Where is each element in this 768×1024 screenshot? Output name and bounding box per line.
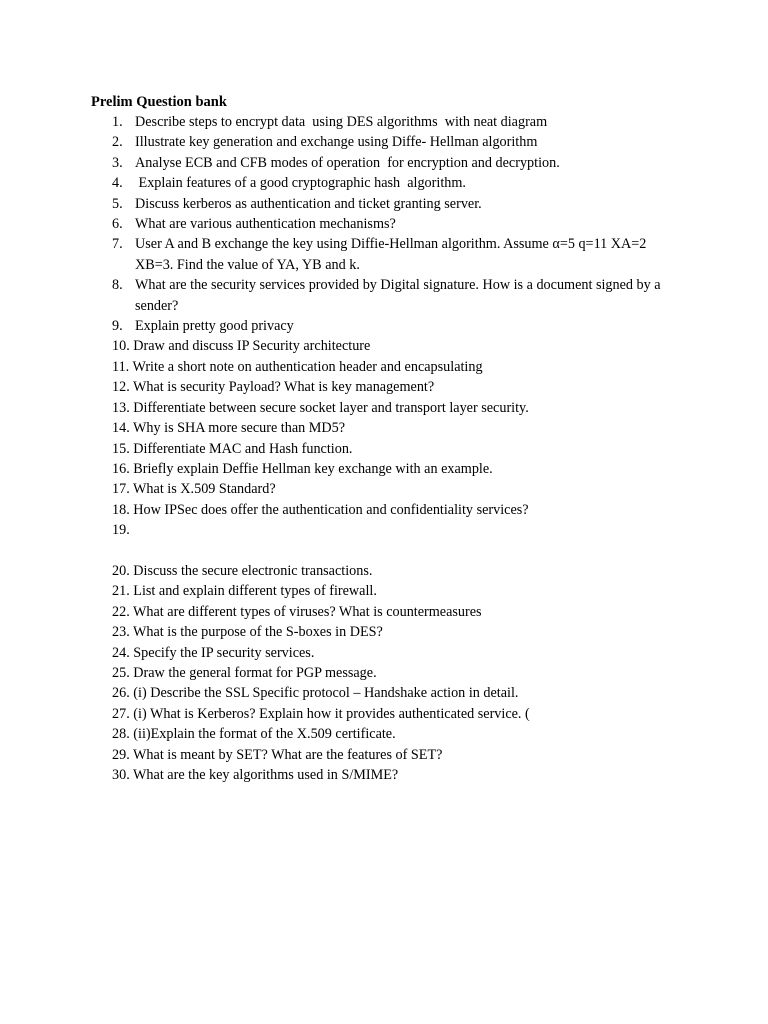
question-item bbox=[0, 357, 680, 377]
question-number: 28. bbox=[112, 726, 130, 743]
question-item bbox=[0, 214, 680, 234]
question-item bbox=[0, 418, 680, 438]
question-text: What are the security services provided by Digital signature. How is a document signed by a sender? bbox=[135, 277, 665, 314]
question-text: (i) Describe the SSL Specific protocol – Handshake action in detail. bbox=[133, 685, 519, 702]
question-number: 6. bbox=[112, 216, 123, 233]
question-text: Draw the general format for PGP message. bbox=[133, 664, 377, 681]
question-number: 18. bbox=[112, 501, 130, 518]
question-text: Describe steps to encrypt data using DES algorithms with neat diagram bbox=[135, 114, 548, 130]
question-text: Analyse ECB and CFB modes of operation for encryption and decryption. bbox=[135, 154, 560, 171]
question-text: What is X.509 Standard? bbox=[133, 481, 276, 498]
question-text: User A and B exchange the key using Diffie-Hellman algorithm. Assume α=5 q=11 XA=2 XB=3. Find the value of YA, YB and k. bbox=[135, 236, 650, 273]
question-text: (i) What is Kerberos? Explain how it provides authenticated service. ( bbox=[133, 705, 530, 722]
question-number: 8. bbox=[112, 277, 123, 294]
question-number: 9. bbox=[112, 318, 123, 335]
question-text: What is the purpose of the S-boxes in DES? bbox=[129, 624, 383, 641]
question-text: List and explain different types of firewall. bbox=[133, 583, 377, 600]
question-number: 2. bbox=[112, 134, 123, 151]
question-item bbox=[0, 173, 680, 193]
question-text: Briefly explain Deffie Hellman key exchange with an example. bbox=[133, 460, 493, 477]
question-item bbox=[0, 234, 680, 275]
question-number: 10. bbox=[112, 338, 130, 355]
question-number: 27. bbox=[112, 705, 130, 722]
question-item bbox=[0, 479, 680, 499]
question-number: 21. bbox=[112, 583, 130, 600]
question-text: Why is SHA more secure than MD5? bbox=[133, 420, 346, 437]
question-text: What is meant by SET? What are the features of SET? bbox=[133, 746, 443, 763]
question-item bbox=[0, 459, 680, 479]
question-item bbox=[0, 745, 680, 765]
question-item bbox=[0, 561, 680, 581]
question-item bbox=[0, 663, 680, 683]
question-number: 23. bbox=[112, 624, 130, 641]
question-number: 24. bbox=[112, 644, 130, 661]
question-text: Draw and discuss IP Security architecture bbox=[129, 338, 371, 355]
question-item bbox=[0, 602, 680, 622]
question-list bbox=[0, 112, 768, 785]
question-item bbox=[0, 704, 680, 724]
question-item bbox=[0, 439, 680, 459]
question-text: What are various authentication mechanisms? bbox=[135, 216, 396, 233]
question-item bbox=[0, 275, 680, 316]
question-item bbox=[0, 500, 680, 520]
question-number: 17. bbox=[112, 481, 130, 498]
question-item bbox=[0, 377, 680, 397]
question-text: Differentiate between secure socket layer and transport layer security. bbox=[133, 399, 529, 416]
question-number: 25. bbox=[112, 664, 130, 681]
question-text: Illustrate key generation and exchange using Diffe- Hellman algorithm bbox=[135, 134, 538, 151]
question-item bbox=[0, 683, 680, 703]
question-text: Write a short note on authentication header and encapsulating bbox=[132, 358, 483, 375]
question-text: How IPSec does offer the authentication and confidentiality services? bbox=[133, 501, 529, 518]
question-text: What is security Payload? What is key management? bbox=[129, 379, 435, 396]
question-number: 14. bbox=[112, 420, 130, 437]
question-number: 11. bbox=[112, 358, 130, 375]
question-item bbox=[0, 724, 680, 744]
question-item bbox=[0, 765, 680, 785]
question-number: 12. bbox=[112, 379, 130, 396]
question-text: Specify the IP security services. bbox=[133, 644, 315, 661]
question-item bbox=[0, 398, 680, 418]
question-item bbox=[0, 153, 680, 173]
question-item bbox=[0, 316, 680, 336]
question-number: 4. bbox=[112, 175, 123, 192]
question-number: 29. bbox=[112, 746, 130, 763]
question-text: What are different types of viruses? What is countermeasures bbox=[129, 603, 482, 620]
question-number: 15. bbox=[112, 440, 130, 457]
question-number: 1. bbox=[112, 114, 123, 130]
question-text: Discuss the secure electronic transactions. bbox=[133, 562, 373, 579]
question-item bbox=[0, 643, 680, 663]
question-item bbox=[0, 520, 680, 540]
question-number: 22. bbox=[112, 603, 130, 620]
question-text: (ii)Explain the format of the X.509 certificate. bbox=[133, 726, 396, 743]
page-title: Prelim Question bank bbox=[91, 94, 227, 110]
question-number: 19. bbox=[112, 522, 130, 539]
question-text: What are the key algorithms used in S/MIME? bbox=[133, 766, 399, 783]
question-item bbox=[0, 581, 680, 601]
question-number: 7. bbox=[112, 236, 123, 253]
question-number: 13. bbox=[112, 399, 130, 416]
question-item bbox=[0, 622, 680, 642]
question-item bbox=[0, 112, 680, 132]
question-text: Explain features of a good cryptographic hash algorithm. bbox=[135, 175, 466, 192]
blank-line bbox=[0, 541, 768, 561]
question-text: Differentiate MAC and Hash function. bbox=[133, 440, 353, 457]
question-number: 5. bbox=[112, 195, 123, 212]
question-item bbox=[0, 132, 680, 152]
question-item bbox=[0, 336, 680, 356]
question-number: 26. bbox=[112, 685, 130, 702]
question-item bbox=[0, 194, 680, 214]
question-text: Discuss kerberos as authentication and ticket granting server. bbox=[135, 195, 482, 212]
question-number: 30. bbox=[112, 766, 130, 783]
question-number: 20. bbox=[112, 562, 130, 579]
question-number: 3. bbox=[112, 154, 123, 171]
question-text: Explain pretty good privacy bbox=[135, 318, 294, 335]
question-number: 16. bbox=[112, 460, 130, 477]
